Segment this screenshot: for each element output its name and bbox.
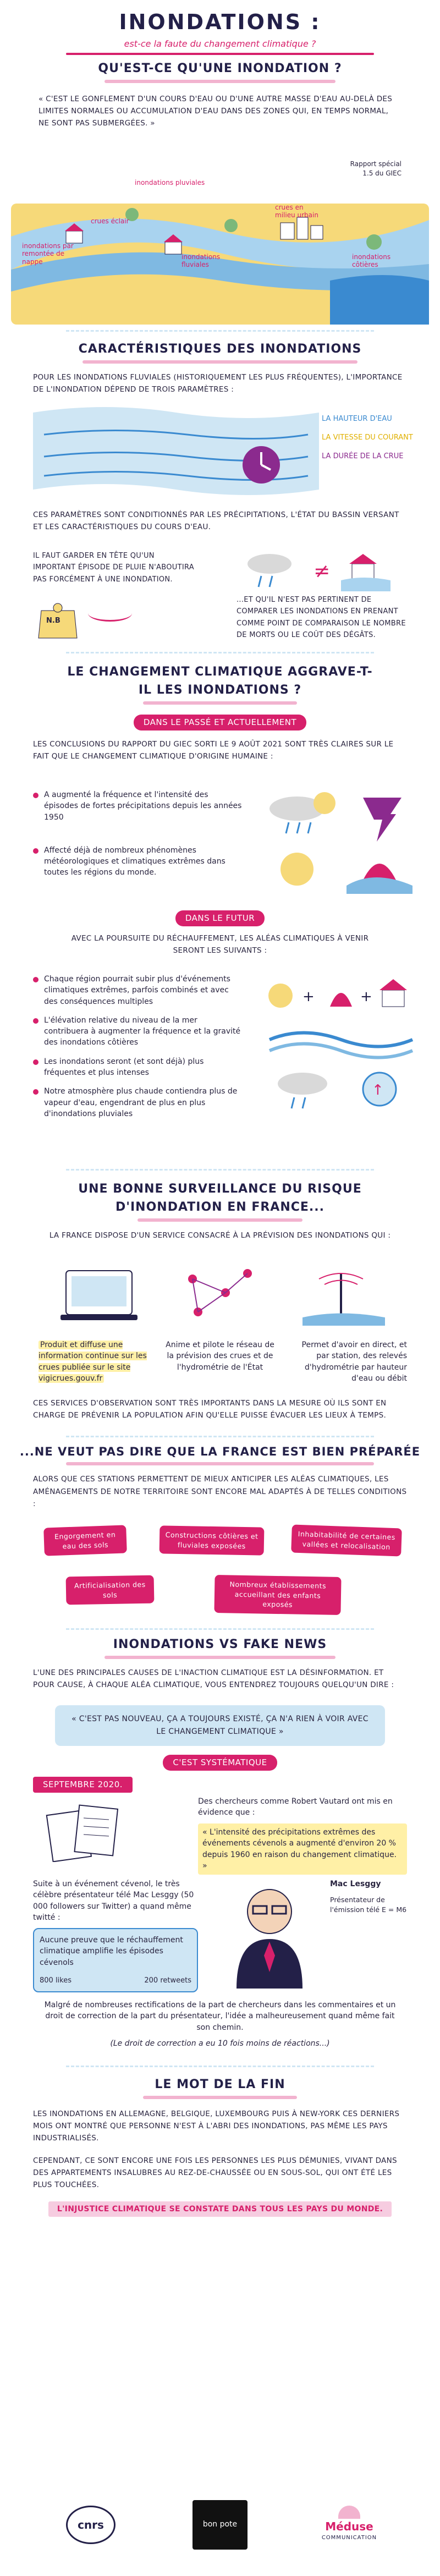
macleggy-intro: Suite à un événement cévenol, le très célèbre présentateur télé Mac Lesggy (50 000 followers sur Twitter) a quand même twitté : xyxy=(33,1880,194,1922)
footer xyxy=(0,2484,440,2566)
list-item: Les inondations seront (et sont déjà) plus fréquentes et plus intenses xyxy=(33,1056,242,1079)
title-underline xyxy=(105,1656,336,1659)
tv-role: Présentateur de l'émission télé E = M6 xyxy=(330,1896,407,1914)
title-underline xyxy=(82,360,358,364)
section-title: ...NE VEUT PAS DIRE QUE LA FRANCE EST BIEN PRÉPARÉE xyxy=(19,1445,421,1458)
list-item: A augmenté la fréquence et l'intensité des épisodes de fortes précipitations depuis les années 1950 xyxy=(33,789,242,823)
list-item: L'élévation relative du niveau de la mer contribuera à augmenter la fréquence et la gravité des inondations côtières xyxy=(33,1015,242,1048)
conclusion-p1: LES INONDATIONS EN ALLEMAGNE, BELGIQUE, LUXEMBOURG PUIS À NEW-YORK CES DERNIERS MOIS ONT MONTRÉ QUE PERSONNE N'EST À L'ABRI DES INONDATIONS, PAS MÊME LES PAYS INDUSTRIALISÉS. xyxy=(33,2109,400,2143)
list-item: Notre atmosphère plus chaude contiendra plus de vapeur d'eau, engendrant de plus en plus d'inondations pluviales xyxy=(33,1086,242,1119)
tag-engorgement: Engorgement en eau des sols xyxy=(43,1525,127,1556)
param-duree: LA DURÉE DE LA CRUE xyxy=(322,452,404,460)
tweet-stats xyxy=(40,1976,191,1986)
col-releves: Permet d'avoir en direct, et par station, des relevés d'hydrométrie par hauteur d'eau ou débit xyxy=(301,1341,407,1383)
fake-news-intro: L'UNE DES PRINCIPALES CAUSES DE L'INACTION CLIMATIQUE EST LA DÉSINFORMATION. ET POUR CAUSE, À CHAQUE ALÉA CLIMATIQUE, VOUS ENTENDREZ TOUJOURS QUELQU'UN DIRE : xyxy=(33,1668,394,1690)
past-bullets xyxy=(33,789,242,886)
surveillance-icons xyxy=(28,1262,413,1328)
quote-source: Rapport spécial 1.5 du GIEC xyxy=(350,160,402,177)
nb-badge: N.B xyxy=(46,617,61,625)
section-preparedness xyxy=(0,1444,440,1609)
section-title: LE MOT DE LA FIN xyxy=(155,2078,285,2091)
list-item: Affecté déjà de nombreux phénomènes météorologiques et climatiques extrêmes dans toutes les régions du monde. xyxy=(33,845,242,878)
future-icons xyxy=(258,974,424,1139)
section-title: LE CHANGEMENT CLIMATIQUE AGGRAVE-T-IL LES INONDATIONS ? xyxy=(67,665,373,697)
compare-note: ...ET QU'IL N'EST PAS PERTINENT DE COMPARER LES INONDATIONS EN PRENANT COMME POINT DE COMPARAISON LE NOMBRE DE MORTS OU LE COÛT DES DÉGÂTS. xyxy=(237,596,406,640)
future-bullets xyxy=(33,974,242,1127)
section-title: INONDATIONS VS FAKE NEWS xyxy=(113,1638,327,1651)
closing-statement: L'INJUSTICE CLIMATIQUE SE CONSTATE DANS TOUS LES PAYS DU MONDE. xyxy=(48,2201,392,2217)
label-crues-eclair: crues éclair xyxy=(91,217,129,225)
title-underline xyxy=(138,1218,302,1222)
title-underline xyxy=(66,1462,374,1465)
research-finding: « L'intensité des précipitations extrêmes des événements cévenols a augmenté d'environ 20 % depuis 1960 en raison du changement climatique. » xyxy=(198,1823,407,1875)
date-badge: SEPTEMBRE 2020. xyxy=(33,1777,133,1793)
params-list xyxy=(322,410,413,465)
rain-vs-flood-icon xyxy=(237,547,402,597)
section-definition xyxy=(0,61,440,269)
label-urbain: crues en milieu urbain xyxy=(275,204,318,219)
divider xyxy=(66,330,374,332)
nb-arrow xyxy=(88,605,132,622)
conclusion-p2: CEPENDANT, CE SONT ENCORE UNE FOIS LES PERSONNES LES PLUS DÉMUNIES, VIVANT DANS DES APPARTEMENTS INSALUBRES AU REZ-DE-CHAUSSÉE OU EN SOUS-SOL, QUI ONT ÉTÉ LES PLUS TOUCHÉES. xyxy=(33,2156,397,2190)
tweet-retweets: 200 retweets xyxy=(144,1976,191,1985)
future-intro: AVEC LA POURSUITE DU RÉCHAUFFEMENT, LES ALÉAS CLIMATIQUES À VENIR SERONT LES SUIVANTS : xyxy=(71,934,369,955)
col-vigicrues: Produit et diffuse une information continue sur les crues publiée sur le site vigicrues.gouv.fr xyxy=(38,1341,147,1383)
tv-presenter-illustration xyxy=(215,1879,324,1989)
svg-text:+: + xyxy=(302,988,315,1005)
header-underline xyxy=(66,53,374,55)
main-title: INONDATIONS : xyxy=(119,10,321,34)
param-hauteur: LA HAUTEUR D'EAU xyxy=(322,415,392,423)
section-climate-change xyxy=(0,663,440,1118)
col-reseau: Anime et pilote le réseau de la prévision des crues et de l'hydrométrie de l'État xyxy=(166,1341,274,1372)
title-underline xyxy=(105,80,336,83)
logo-bon-pote[interactable]: bon pote xyxy=(193,2500,248,2550)
divider xyxy=(66,1169,374,1171)
svg-text:↑: ↑ xyxy=(372,1082,384,1098)
tweet-text: Aucune preuve que le réchauffement climatique amplifie les épisodes cévenols xyxy=(40,1936,183,1967)
tag-artificialisation: Artificialisation des sols xyxy=(66,1575,155,1605)
label-pluviales: inondations pluviales xyxy=(135,179,205,186)
tag-constructions: Constructions côtières et fluviales exposées xyxy=(160,1525,265,1555)
tweet-card xyxy=(33,1928,198,1992)
section-fake-news xyxy=(0,1636,440,2048)
list-item: Chaque région pourrait subir plus d'événements climatiques extrêmes, parfois combinés et avec des conséquences multiples xyxy=(33,974,242,1007)
section-surveillance xyxy=(0,1180,440,1420)
svg-text:+: + xyxy=(360,988,372,1005)
papers-icon xyxy=(44,1801,127,1862)
section-conclusion xyxy=(0,2077,440,2216)
fake-quote: « C'EST PAS NOUVEAU, ÇA A TOUJOURS EXISTÉ, ÇA N'A RIEN À VOIR AVEC LE CHANGEMENT CLIMATIQUE » xyxy=(55,1705,385,1746)
past-pill: DANS LE PASSÉ ET ACTUELLEMENT xyxy=(134,715,306,730)
label-nappe: inondations par remontée de nappe xyxy=(22,242,74,266)
divider xyxy=(66,2066,374,2068)
divider xyxy=(66,1628,374,1630)
divider xyxy=(66,652,374,654)
reaction-note: Malgré de nombreuses rectifications de la part de chercheurs dans les commentaires et un droit de correction de la part du présentateur, l'idée a malheureusement quand même fait son chemin. xyxy=(44,2001,396,2032)
preparedness-intro: ALORS QUE CES STATIONS PERMETTENT DE MIEUX ANTICIPER LES ALÉAS CLIMATIQUES, LES AMÉNAGEMENTS DE NOTRE TERRITOIRE SONT ENCORE MAL ADAPTÉS À DE TELLES CONDITIONS : xyxy=(33,1475,407,1508)
logo-meduse[interactable] xyxy=(308,2506,391,2542)
correction-ratio: (Le droit de correction a eu 10 fois moins de réactions...) xyxy=(110,2039,330,2048)
param-vitesse: LA VITESSE DU COURANT xyxy=(322,433,413,442)
definition-quote: « C'EST LE GONFLEMENT D'UN COURS D'EAU OU D'UNE AUTRE MASSE D'EAU AU-DELÀ DES LIMITES NORMALES OU ACCUMULATION D'EAU DANS DES ZONES QUI, EN TEMPS NORMAL, NE SONT PAS SUBMERGÉES. » xyxy=(38,94,393,128)
section-title: UNE BONNE SURVEILLANCE DU RISQUE D'INONDATION EN FRANCE... xyxy=(78,1182,362,1214)
divider xyxy=(66,1436,374,1438)
river-params-illustration xyxy=(33,402,319,501)
section-characteristics xyxy=(0,341,440,640)
rain-note: IL FAUT GARDER EN TÊTE QU'UN IMPORTANT ÉPISODE DE PLUIE N'ABOUTIRA PAS FORCÉMENT À UNE INONDATION. xyxy=(33,552,194,584)
meduse-name: Méduse xyxy=(325,2520,373,2533)
observation-note: CES SERVICES D'OBSERVATION SONT TRÈS IMPORTANTS DANS LA MESURE OÙ ILS SONT EN CHARGE DE PRÉVENIR LA POPULATION AFIN QU'ELLE PUISSE ÉVACUER LES LIEUX À TEMPS. xyxy=(33,1399,387,1420)
header xyxy=(0,8,440,55)
label-fluviales: inondations fluviales xyxy=(182,253,221,269)
params-conditions: CES PARAMÈTRES SONT CONDITIONNÉS PAR LES PRÉCIPITATIONS, L'ÉTAT DU BASSIN VERSANT ET LES CARACTÉRISTIQUES DU COURS D'EAU. xyxy=(33,510,399,532)
future-pill: DANS LE FUTUR xyxy=(175,910,265,926)
tag-etablissements: Nombreux établissements accueillant des enfants exposés xyxy=(214,1575,341,1615)
surveillance-intro: LA FRANCE DISPOSE D'UN SERVICE CONSACRÉ À LA PRÉVISION DES INONDATIONS QUI : xyxy=(49,1231,391,1240)
section-title: QU'EST-CE QU'UNE INONDATION ? xyxy=(98,62,342,75)
researchers-note: Des chercheurs comme Robert Vautard ont mis en évidence que : xyxy=(198,1797,393,1817)
systematique-pill: C'EST SYSTÉMATIQUE xyxy=(163,1755,277,1771)
tag-inhabitabilite: Inhabitabilité de certaines vallées et relocalisation xyxy=(291,1525,402,1557)
title-underline xyxy=(143,701,297,705)
tv-name: Mac Lesggy xyxy=(330,1880,381,1888)
storm-icons xyxy=(258,787,424,897)
meduse-icon xyxy=(338,2506,360,2519)
svg-text:≠: ≠ xyxy=(314,560,331,583)
characteristics-intro: POUR LES INONDATIONS FLUVIALES (HISTORIQUEMENT LES PLUS FRÉQUENTES), L'IMPORTANCE DE L'INONDATION DÉPEND DE TROIS PARAMÈTRES : xyxy=(33,372,403,394)
main-subtitle: est-ce la faute du changement climatique ? xyxy=(124,39,316,50)
past-intro: LES CONCLUSIONS DU RAPPORT DU GIEC SORTI LE 9 AOÛT 2021 SONT TRÈS CLAIRES SUR LE FAIT QUE LE CHANGEMENT CLIMATIQUE D'ORIGINE HUMAINE : xyxy=(33,740,394,761)
title-underline xyxy=(143,2096,297,2099)
section-title: CARACTÉRISTIQUES DES INONDATIONS xyxy=(78,342,362,356)
logo-cnrs[interactable]: cnrs xyxy=(66,2506,116,2544)
label-cotieres: inondations côtières xyxy=(352,253,391,269)
meduse-sub: COMMUNICATION xyxy=(321,2535,377,2541)
tweet-likes: 800 likes xyxy=(40,1976,72,1985)
